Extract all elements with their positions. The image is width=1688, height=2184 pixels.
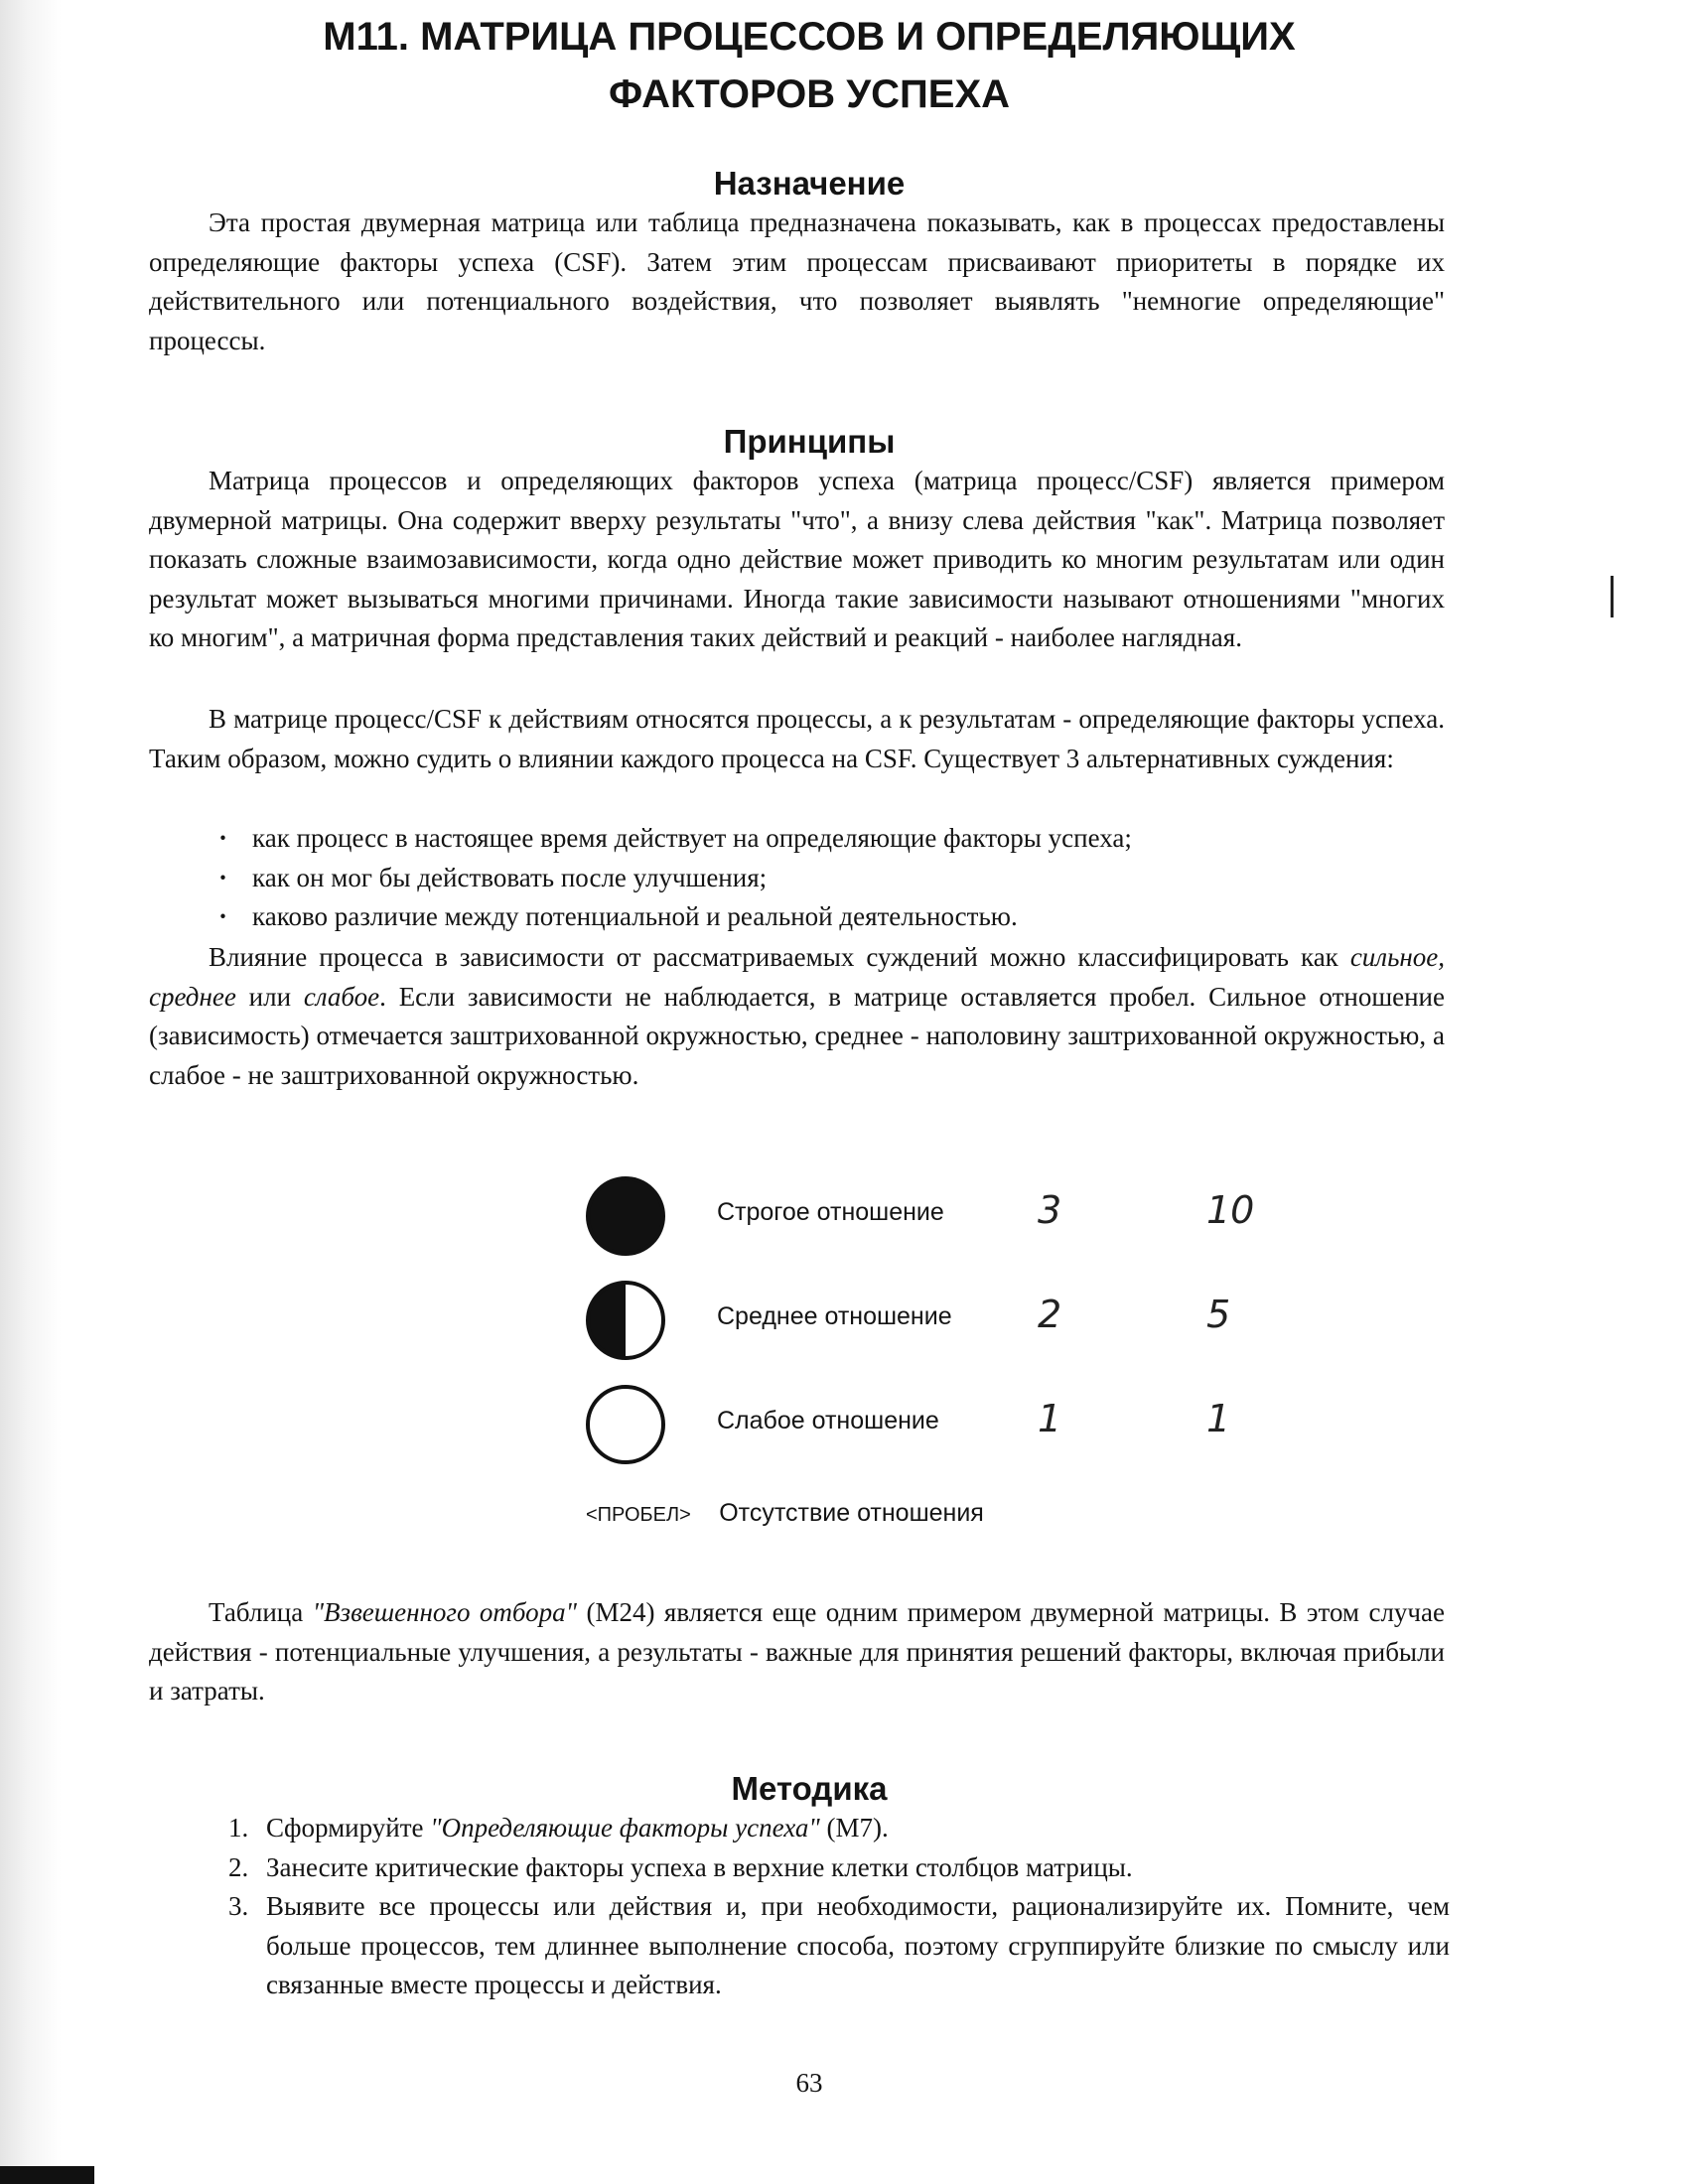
scan-shadow-left [0, 0, 62, 2184]
method-heading: Методика [731, 1770, 888, 1807]
handwritten-number: 1 [1038, 1397, 1062, 1440]
principles-heading: Принципы [723, 423, 896, 460]
legend-label-strong: Строгое отношение [717, 1198, 944, 1226]
legend-label-none: Отсутствие отношения [719, 1499, 984, 1527]
weighted-italic: "Взвешенного отбора" [312, 1597, 577, 1627]
weighted-end: (М24) является еще одним примером двумерной матрицы. В этом случае действия - потенциальные улучшения, а результаты - важные для принятия решений факторы, включая прибыли и затраты. [149, 1597, 1445, 1706]
p3-strong: сильное [1349, 942, 1439, 972]
legend-label-medium: Среднее отношение [717, 1302, 952, 1330]
judgement-list [218, 819, 1430, 937]
handwritten-number: 3 [1038, 1188, 1062, 1232]
scan-shadow-bottom [0, 2166, 94, 2184]
method-steps [228, 1809, 1450, 2005]
method-step [228, 1809, 1450, 1848]
step3-text: Выявите все процессы или действия и, при необходимости, рационализируйте их. Помните, чем больше процессов, тем длиннее выполнение способа, поэтому сгруппируйте близкие по смыслу или связанные вместе процессы и действия. [266, 1891, 1450, 1999]
legend-row-strong [586, 1176, 1281, 1266]
purpose-heading: Назначение [713, 165, 906, 202]
page-title-line1: М11. МАТРИЦА ПРОЦЕССОВ И ОПРЕДЕЛЯЮЩИХ [323, 15, 1296, 59]
judgement-item: · каково различие между потенциальной и реальной деятельностью. [218, 897, 1430, 937]
legend-row-weak [586, 1385, 1281, 1474]
page-number: 63 [795, 2068, 823, 2098]
handwritten-number: 5 [1206, 1293, 1231, 1336]
weighted-start: Таблица [209, 1597, 313, 1627]
page-title-line2: ФАКТОРОВ УСПЕХА [608, 72, 1011, 116]
step1-italic: "Определяющие факторы успеха" [430, 1813, 820, 1843]
p3-end: . Если зависимости не наблюдается, в матрице оставляется пробел. Сильное отношение (зависимость) отмечается заштрихованной окружностью, среднее - наполовину заштрихованной окружностью, а слабое - не заштрихованной окружностью. [149, 981, 1445, 1090]
step1-start: Сформируйте [266, 1813, 431, 1843]
principles-paragraph-3 [149, 938, 1445, 1095]
legend-label-weak: Слабое отношение [717, 1407, 939, 1434]
relationship-legend [586, 1176, 1281, 1554]
space-key-label: <ПРОБЕЛ> [586, 1504, 691, 1526]
legend-row-none [586, 1499, 1281, 1528]
judgement-item: · как процесс в настоящее время действует на определяющие факторы успеха; [218, 819, 1430, 859]
method-step [228, 1887, 1450, 2005]
step-number: 1. [228, 1813, 249, 1843]
handwritten-number: 10 [1206, 1188, 1255, 1232]
page-title [149, 8, 1470, 123]
handwritten-number: 1 [1206, 1397, 1231, 1440]
margin-mark [1611, 576, 1614, 617]
p3-sep2: или [235, 981, 304, 1012]
p3-sep1: , [1438, 942, 1445, 972]
step-number: 3. [228, 1891, 249, 1921]
legend-row-medium [586, 1281, 1281, 1370]
principles-paragraph-1: Матрица процессов и определяющих факторов успеха (матрица процесс/CSF) является примером двумерной матрицы. Она содержит вверху результаты "что", а внизу слева действия "как". Матрица позволяет показать сложные взаимозависимости, когда одно действие может приводить ко многим результатам или один результат может вызываться многими причинами. Иногда такие зависимости называют отношениями "многих ко многим", а матричная форма представления таких действий и реакций - наиболее наглядная. [149, 466, 1445, 652]
p3-weak: слабое [303, 981, 380, 1012]
step2-text: Занесите критические факторы успеха в верхние клетки столбцов матрицы. [266, 1851, 1133, 1882]
weighted-selection-paragraph [149, 1593, 1445, 1711]
filled-circle-icon [586, 1176, 665, 1256]
p3-medium: среднее [149, 981, 236, 1012]
purpose-paragraph: Эта простая двумерная матрица или таблица предназначена показывать, как в процессах предоставлены определяющие факторы успеха (CSF). Затем этим процессам присваивают приоритеты в порядке их действительного или потенциального воздействия, что позволяет выявлять "немногие определяющие" процессы. [149, 207, 1445, 355]
p3-start: Влияние процесса в зависимости от рассматриваемых суждений можно классифицировать как [209, 942, 1350, 972]
handwritten-number: 2 [1038, 1293, 1062, 1336]
method-step [228, 1848, 1450, 1888]
half-filled-circle-icon [586, 1281, 665, 1360]
judgement-item: · как он мог бы действовать после улучшения; [218, 859, 1430, 898]
principles-paragraph-2: В матрице процесс/CSF к действиям относятся процессы, а к результатам - определяющие факторы успеха. Таким образом, можно судить о влиянии каждого процесса на CSF. Существует 3 альтернативных суждения: [149, 704, 1445, 773]
step1-end: (М7). [819, 1813, 889, 1843]
empty-circle-icon [586, 1385, 665, 1464]
step-number: 2. [228, 1851, 249, 1882]
document-page [149, 0, 1470, 2184]
